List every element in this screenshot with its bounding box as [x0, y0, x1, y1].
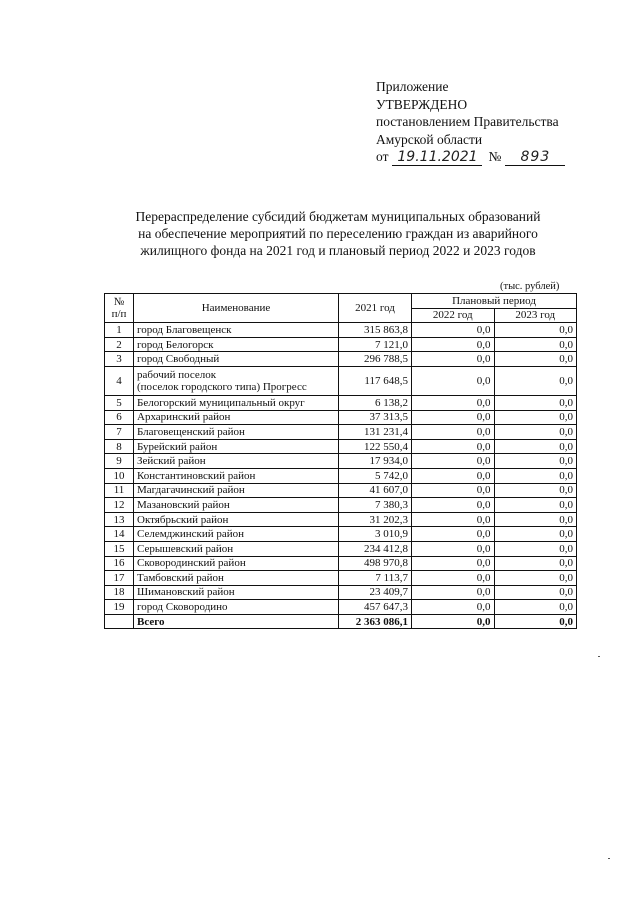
approval-block — [376, 78, 606, 166]
row-value-2023: 0,0 — [494, 454, 577, 469]
table-row — [105, 512, 577, 527]
table-row — [105, 527, 577, 542]
row-value-2021: 3 010,9 — [339, 527, 412, 542]
row-name: город Белогорск — [134, 337, 339, 352]
table-row — [105, 468, 577, 483]
table-row — [105, 439, 577, 454]
table-row — [105, 454, 577, 469]
row-number: 4 — [105, 366, 134, 395]
row-value-2021: 457 647,3 — [339, 600, 412, 615]
table-row — [105, 337, 577, 352]
approval-decree: постановлением Правительства — [376, 114, 559, 129]
row-number: 10 — [105, 468, 134, 483]
row-name: Константиновский район — [134, 468, 339, 483]
heading-line-2: на обеспечение мероприятий по переселению граждан из аварийного — [138, 226, 538, 241]
header-name: Наименование — [134, 294, 339, 323]
row-value-2022: 0,0 — [412, 337, 495, 352]
table-row — [105, 323, 577, 338]
table-row — [105, 483, 577, 498]
table-row — [105, 395, 577, 410]
row-value-2022: 0,0 — [412, 439, 495, 454]
row-number: 19 — [105, 600, 134, 615]
row-name: Серышевский район — [134, 541, 339, 556]
row-value-2023: 0,0 — [494, 337, 577, 352]
row-value-2021: 296 788,5 — [339, 352, 412, 367]
row-name: Шимановский район — [134, 585, 339, 600]
heading-line-1: Перераспределение субсидий бюджетам муниципальных образований — [135, 209, 541, 224]
table-row — [105, 556, 577, 571]
row-value-2021: 7 380,3 — [339, 498, 412, 513]
row-value-2023: 0,0 — [494, 468, 577, 483]
document-heading — [108, 208, 568, 259]
row-name: Архаринский район — [134, 410, 339, 425]
row-value-2022: 0,0 — [412, 395, 495, 410]
row-value-2021: 131 231,4 — [339, 425, 412, 440]
row-number: 6 — [105, 410, 134, 425]
row-number: 12 — [105, 498, 134, 513]
row-number: 18 — [105, 585, 134, 600]
header-number: № п/п — [105, 294, 134, 323]
row-number: 9 — [105, 454, 134, 469]
row-value-2023: 0,0 — [494, 527, 577, 542]
row-value-2022: 0,0 — [412, 483, 495, 498]
row-value-2023: 0,0 — [494, 585, 577, 600]
approval-date-line — [376, 148, 606, 166]
row-value-2022: 0,0 — [412, 527, 495, 542]
table-row — [105, 541, 577, 556]
row-name: Селемджинский район — [134, 527, 339, 542]
header-2021: 2021 год — [339, 294, 412, 323]
row-number: 7 — [105, 425, 134, 440]
row-value-2023: 0,0 — [494, 410, 577, 425]
row-value-2022: 0,0 — [412, 352, 495, 367]
row-value-2022: 0,0 — [412, 498, 495, 513]
date-prefix: от — [376, 149, 389, 164]
row-value-2021: 23 409,7 — [339, 585, 412, 600]
total-value-2022: 0,0 — [412, 614, 495, 629]
row-number: 1 — [105, 323, 134, 338]
row-value-2021: 7 113,7 — [339, 571, 412, 586]
table-row — [105, 571, 577, 586]
row-number: 2 — [105, 337, 134, 352]
row-value-2023: 0,0 — [494, 571, 577, 586]
total-row — [105, 614, 577, 629]
table-row — [105, 352, 577, 367]
row-value-2021: 6 138,2 — [339, 395, 412, 410]
row-name: Магдагачинский район — [134, 483, 339, 498]
approval-appendix: Приложение — [376, 79, 449, 94]
row-name — [134, 366, 339, 395]
row-value-2023: 0,0 — [494, 541, 577, 556]
row-name: Белогорский муниципальный округ — [134, 395, 339, 410]
approval-region: Амурской области — [376, 131, 483, 147]
header-2022: 2022 год — [412, 308, 495, 323]
row-value-2023: 0,0 — [494, 395, 577, 410]
total-value-2021: 2 363 086,1 — [339, 614, 412, 629]
handwritten-number: 893 — [505, 150, 565, 166]
row-value-2021: 122 550,4 — [339, 439, 412, 454]
row-number: 13 — [105, 512, 134, 527]
row-name: город Свободный — [134, 352, 339, 367]
scan-speck — [598, 656, 600, 657]
table-row — [105, 366, 577, 395]
row-number: 17 — [105, 571, 134, 586]
total-value-2023: 0,0 — [494, 614, 577, 629]
row-name: город Сковородино — [134, 600, 339, 615]
row-name: Октябрьский район — [134, 512, 339, 527]
row-value-2022: 0,0 — [412, 585, 495, 600]
row-name: Благовещенский район — [134, 425, 339, 440]
row-value-2023: 0,0 — [494, 498, 577, 513]
table-row — [105, 425, 577, 440]
row-value-2022: 0,0 — [412, 454, 495, 469]
total-label: Всего — [134, 614, 339, 629]
row-value-2022: 0,0 — [412, 556, 495, 571]
row-name: город Благовещенск — [134, 323, 339, 338]
row-name-line-2: (поселок городского типа) Прогресс — [137, 380, 307, 393]
row-name: Тамбовский район — [134, 571, 339, 586]
row-value-2023: 0,0 — [494, 366, 577, 395]
row-value-2021: 5 742,0 — [339, 468, 412, 483]
row-number: 11 — [105, 483, 134, 498]
row-number: 3 — [105, 352, 134, 367]
row-number: 16 — [105, 556, 134, 571]
total-number — [105, 614, 134, 629]
row-number: 8 — [105, 439, 134, 454]
row-value-2023: 0,0 — [494, 439, 577, 454]
row-value-2022: 0,0 — [412, 571, 495, 586]
row-number: 15 — [105, 541, 134, 556]
row-value-2023: 0,0 — [494, 425, 577, 440]
row-value-2023: 0,0 — [494, 512, 577, 527]
row-name-line-1: рабочий поселок — [137, 368, 217, 381]
row-value-2021: 498 970,8 — [339, 556, 412, 571]
table-row — [105, 498, 577, 513]
unit-label: (тыс. рублей) — [500, 281, 560, 292]
row-value-2023: 0,0 — [494, 352, 577, 367]
row-value-2022: 0,0 — [412, 366, 495, 395]
header-2023: 2023 год — [494, 308, 577, 323]
row-value-2023: 0,0 — [494, 600, 577, 615]
row-value-2021: 31 202,3 — [339, 512, 412, 527]
approval-approved: УТВЕРЖДЕНО — [376, 96, 468, 112]
heading-line-3: жилищного фонда на 2021 год и плановый период 2022 и 2023 годов — [140, 243, 536, 258]
table-body — [105, 323, 577, 629]
row-value-2021: 17 934,0 — [339, 454, 412, 469]
header-planned-period: Плановый период — [412, 294, 577, 309]
row-value-2023: 0,0 — [494, 323, 577, 338]
row-value-2022: 0,0 — [412, 541, 495, 556]
subsidy-table — [104, 293, 577, 629]
row-value-2022: 0,0 — [412, 410, 495, 425]
row-value-2022: 0,0 — [412, 512, 495, 527]
row-name: Мазановский район — [134, 498, 339, 513]
row-value-2022: 0,0 — [412, 600, 495, 615]
number-label: № — [488, 149, 502, 164]
row-value-2022: 0,0 — [412, 425, 495, 440]
row-value-2021: 7 121,0 — [339, 337, 412, 352]
table-row — [105, 410, 577, 425]
row-value-2023: 0,0 — [494, 483, 577, 498]
row-value-2021: 117 648,5 — [339, 366, 412, 395]
row-value-2022: 0,0 — [412, 323, 495, 338]
row-value-2022: 0,0 — [412, 468, 495, 483]
row-number: 5 — [105, 395, 134, 410]
row-name: Сковородинский район — [134, 556, 339, 571]
table-row — [105, 600, 577, 615]
row-number: 14 — [105, 527, 134, 542]
scan-speck — [608, 858, 610, 859]
handwritten-date: 19.11.2021 — [392, 150, 482, 166]
row-value-2021: 234 412,8 — [339, 541, 412, 556]
row-value-2023: 0,0 — [494, 556, 577, 571]
row-name: Бурейский район — [134, 439, 339, 454]
row-value-2021: 41 607,0 — [339, 483, 412, 498]
row-name: Зейский район — [134, 454, 339, 469]
row-value-2021: 37 313,5 — [339, 410, 412, 425]
row-value-2021: 315 863,8 — [339, 323, 412, 338]
table-row — [105, 585, 577, 600]
